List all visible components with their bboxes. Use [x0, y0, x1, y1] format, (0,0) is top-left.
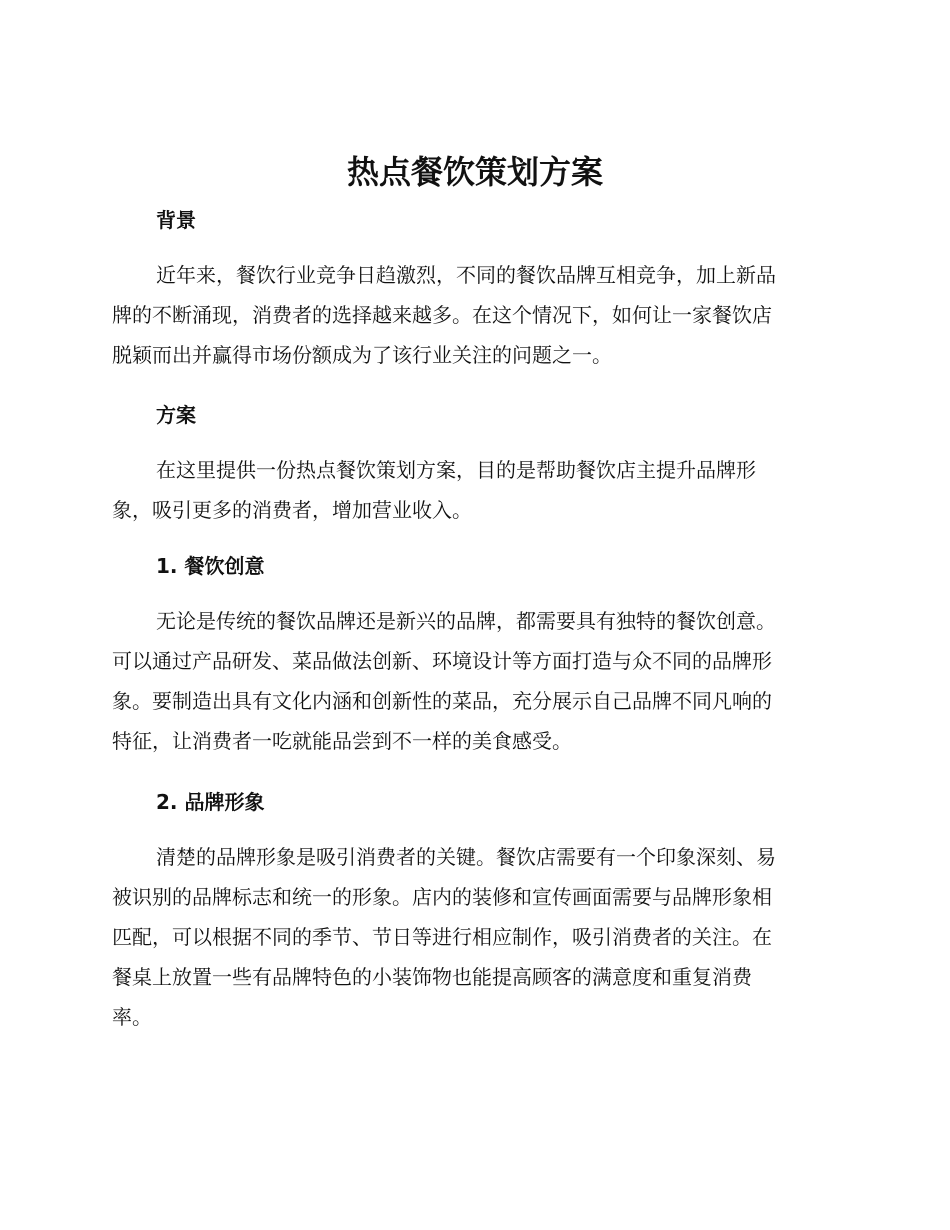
section-heading-creativity: 1. 餐饮创意 [156, 554, 265, 578]
paragraph-line: 清楚的品牌形象是吸引消费者的关键。餐饮店需要有一个印象深刻、易 [156, 845, 776, 869]
page-title: 热点餐饮策划方案 [346, 153, 603, 191]
section-heading-background: 背景 [156, 208, 196, 232]
section-heading-plan: 方案 [156, 403, 196, 427]
paragraph-line: 象，吸引更多的消费者，增加营业收入。 [112, 498, 472, 522]
paragraph-line: 牌的不断涌现，消费者的选择越来越多。在这个情况下，如何让一家餐饮店 [112, 303, 772, 327]
paragraph-line: 匹配，可以根据不同的季节、节日等进行相应制作，吸引消费者的关注。在 [112, 925, 772, 949]
paragraph-line: 无论是传统的餐饮品牌还是新兴的品牌，都需要具有独特的餐饮创意。 [156, 609, 776, 633]
paragraph-line: 脱颖而出并赢得市场份额成为了该行业关注的问题之一。 [112, 343, 612, 367]
paragraph-line: 特征，让消费者一吃就能品尝到不一样的美食感受。 [112, 729, 572, 753]
paragraph-line: 可以通过产品研发、菜品做法创新、环境设计等方面打造与众不同的品牌形 [112, 649, 772, 673]
section-paragraph-creativity [112, 601, 842, 761]
paragraph-line: 率。 [112, 1005, 152, 1029]
paragraph-line: 被识别的品牌标志和统一的形象。店内的装修和宣传画面需要与品牌形象相 [112, 885, 772, 909]
paragraph-line: 餐桌上放置一些有品牌特色的小装饰物也能提高顾客的满意度和重复消费 [112, 965, 752, 989]
section-paragraph-background [112, 255, 842, 375]
paragraph-line: 在这里提供一份热点餐饮策划方案，目的是帮助餐饮店主提升品牌形 [156, 458, 756, 482]
section-paragraph-brand-image [112, 837, 842, 1037]
paragraph-line: 象。要制造出具有文化内涵和创新性的菜品，充分展示自己品牌不同凡响的 [112, 689, 772, 713]
section-paragraph-plan [112, 450, 842, 530]
section-heading-brand-image: 2. 品牌形象 [156, 790, 265, 814]
paragraph-line: 近年来，餐饮行业竞争日趋激烈，不同的餐饮品牌互相竞争，加上新品 [156, 263, 776, 287]
